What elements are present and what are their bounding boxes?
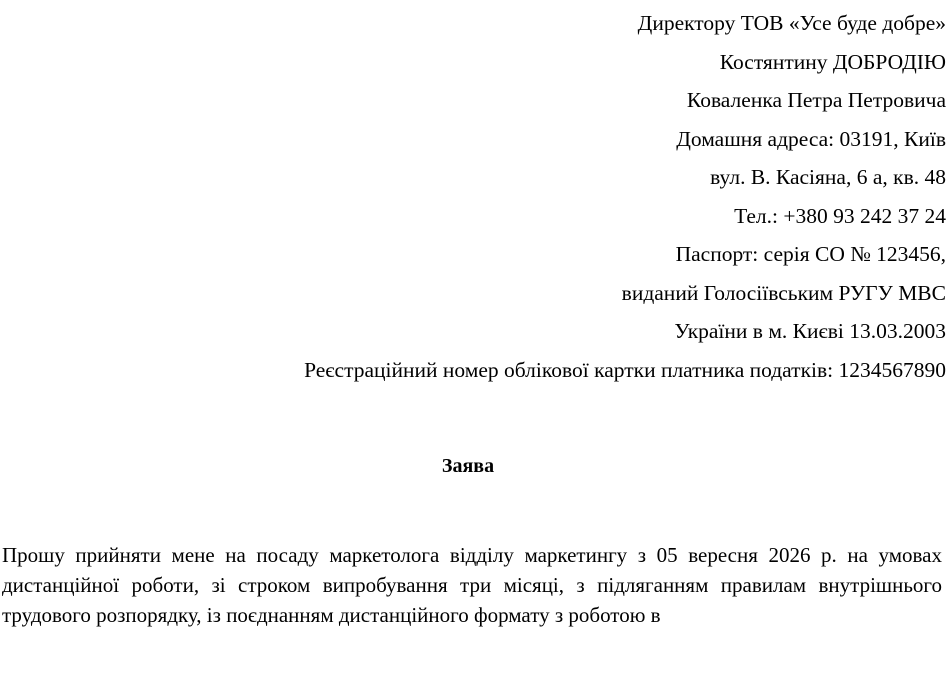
addressee-line-7: Паспорт: серія СО № 123456, <box>675 242 946 266</box>
body-paragraph: Прошу прийняти мене на посаду маркетолога відділу маркетингу з 05 вересня 2026 р. на умовах дистанційної роботи, зі строком випробування три місяці, з підляганням правилам внутрішнього трудового розпорядку, із поєднанням дистанційного формату з роботою в <box>2 543 942 627</box>
document-body <box>0 540 946 630</box>
addressee-line-3: Коваленка Петра Петровича <box>686 88 946 112</box>
addressee-line-1: Директору ТОВ «Усе буде добре» <box>637 11 946 35</box>
addressee-line-9: України в м. Києві 13.03.2003 <box>674 319 946 343</box>
addressee-line-10: Реєстраційний номер облікової картки платника податків: 1234567890 <box>304 357 946 382</box>
addressee-line-8: виданий Голосіївським РУГУ МВС <box>621 280 946 305</box>
addressee-line-2: Костянтину ДОБРОДІЮ <box>719 49 946 74</box>
addressee-line-4: Домашня адреса: 03191, Київ <box>676 126 946 151</box>
addressee-line-5: вул. В. Касіяна, 6 а, кв. 48 <box>710 165 946 189</box>
addressee-line-6: Тел.: +380 93 242 37 24 <box>734 203 946 228</box>
document-title: Заява <box>441 455 495 477</box>
